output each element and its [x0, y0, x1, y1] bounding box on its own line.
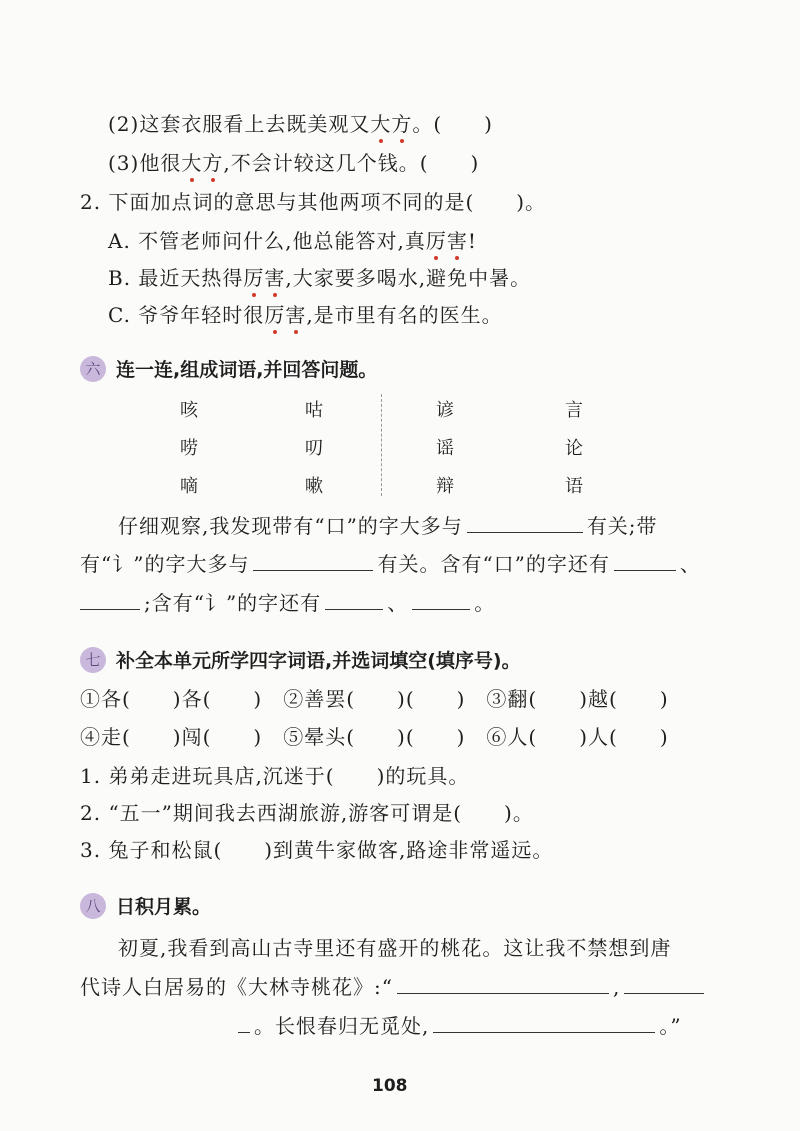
dashed-divider	[381, 394, 382, 496]
section-title: 补全本单元所学四字词语,并选词填空(填序号)。	[116, 650, 521, 672]
dotted-char: 厉	[426, 225, 447, 254]
section-6-line-1: 仔细观察,我发现带有“口”的字大多与 有关;带	[118, 514, 658, 538]
char-col3[interactable]: 谚	[436, 400, 454, 421]
answer-blank[interactable]	[253, 552, 373, 571]
dotted-char: 厉	[243, 262, 264, 291]
dotted-char: 大	[370, 108, 391, 137]
char-col2[interactable]: 叨	[305, 438, 323, 459]
section-number-badge: 七	[80, 647, 106, 673]
section-7-header	[80, 646, 521, 673]
poem-blank[interactable]	[624, 975, 704, 994]
section-8-line-2: 代诗人白居易的《大林寺桃花》:“ ,	[80, 971, 704, 1000]
idiom-row-2: ④走( )闯( ) ⑤晕头( )( ) ⑥人( )人( )	[80, 725, 669, 749]
answer-blank[interactable]	[412, 591, 470, 610]
char-col4[interactable]: 论	[565, 438, 583, 459]
dotted-char: 方	[391, 108, 412, 137]
sentence-2: (2)这套衣服看上去既美观又大方。( )	[108, 108, 493, 137]
char-col1[interactable]: 嘀	[180, 476, 198, 497]
section-8-header	[80, 892, 211, 919]
dotted-char: 害	[447, 225, 468, 254]
char-col3[interactable]: 辩	[436, 476, 454, 497]
char-col2[interactable]: 嗽	[305, 476, 323, 497]
poem-blank[interactable]	[238, 1014, 250, 1033]
dotted-char: 厉	[264, 299, 285, 328]
section-6-line-2: 有“讠”的字大多与 有关。含有“口”的字还有 、	[80, 552, 701, 576]
fill-sentence-3: 3. 兔子和松鼠( )到黄牛家做客,路途非常遥远。	[80, 838, 554, 862]
dotted-char: 方	[202, 147, 223, 176]
char-col1[interactable]: 唠	[180, 438, 198, 459]
section-8-line-1: 初夏,我看到高山古寺里还有盛开的桃花。这让我不禁想到唐	[118, 936, 672, 960]
char-col1[interactable]: 咳	[180, 400, 198, 421]
question-2-stem: 2. 下面加点词的意思与其他两项不同的是( )。	[80, 190, 547, 214]
idiom-row-1: ①各( )各( ) ②善罢( )( ) ③翻( )越( )	[80, 687, 669, 711]
char-col2[interactable]: 咕	[305, 400, 323, 421]
poem-blank[interactable]	[433, 1014, 655, 1033]
sentence-3: (3)他很大方,不会计较这几个钱。( )	[108, 147, 479, 176]
section-6-header	[80, 355, 377, 382]
answer-blank[interactable]	[80, 591, 140, 610]
poem-blank[interactable]	[397, 975, 609, 994]
fill-sentence-1: 1. 弟弟走进玩具店,沉迷于( )的玩具。	[80, 764, 470, 788]
answer-blank[interactable]	[467, 514, 583, 533]
option-a: A. 不管老师问什么,他总能答对,真厉害!	[108, 225, 477, 254]
dotted-char: 害	[285, 299, 306, 328]
answer-blank[interactable]	[325, 591, 383, 610]
section-title: 日积月累。	[116, 896, 212, 918]
char-col4[interactable]: 言	[565, 400, 583, 421]
option-b: B. 最近天热得厉害,大家要多喝水,避免中暑。	[108, 262, 531, 291]
char-col4[interactable]: 语	[565, 476, 583, 497]
answer-blank[interactable]	[614, 552, 676, 571]
dotted-char: 大	[181, 147, 202, 176]
fill-sentence-2: 2. “五一”期间我去西湖旅游,游客可谓是( )。	[80, 801, 534, 825]
section-8-line-3: 。长恨春归无觅处, 。”	[238, 1010, 682, 1039]
section-number-badge: 八	[80, 893, 106, 919]
char-col3[interactable]: 谣	[436, 438, 454, 459]
section-title: 连一连,组成词语,并回答问题。	[116, 359, 378, 381]
page-number: 108	[372, 1076, 408, 1096]
section-6-line-3: ;含有“讠”的字还有 、 。	[80, 587, 495, 616]
option-c: C. 爷爷年轻时很厉害,是市里有名的医生。	[108, 299, 503, 328]
dotted-char: 害	[264, 262, 285, 291]
section-number-badge: 六	[80, 356, 106, 382]
